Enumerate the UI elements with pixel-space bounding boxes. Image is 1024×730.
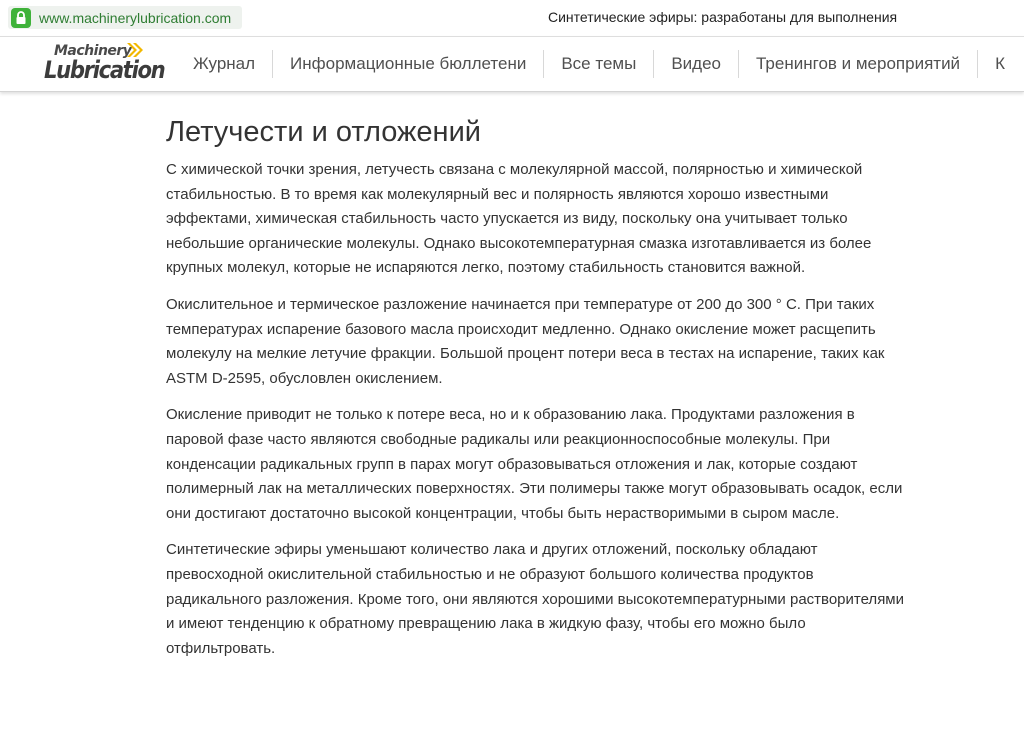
site-logo[interactable] [44, 41, 178, 87]
nav-item-video[interactable]: Видео [654, 50, 739, 78]
article-paragraph: Окислительное и термическое разложение начинается при температуре от 200 до 300 ° C. При таких температурах испарение базового масла происходит медленно. Однако окисление может расщепить молекулу на мелкие летучие фракции. Большой процент потери веса в тестах на испарение, таких как ASTM D-2595, обусловлен окислением. [166, 295, 885, 387]
address-bar[interactable] [8, 6, 242, 29]
nav-item-newsletters[interactable]: Информационные бюллетени [273, 50, 544, 78]
site-navigation [0, 36, 1024, 92]
nav-item-all-topics[interactable]: Все темы [544, 50, 654, 78]
section-heading: Летучести и отложений [166, 116, 481, 148]
document-title: Синтетические эфиры: разработаны для выполнения [548, 9, 898, 25]
article-paragraph: Синтетические эфиры уменьшают количество лака и других отложений, поскольку обладают превосходной окислительной стабильностью и не образуют большого количества продуктов радикального разложения. Кроме того, они являются хорошими высокотемпературными растворителями и имеют тенденцию к обратному превращению лака в жидкую фазу, чтобы его можно было отфильтровать. [166, 541, 905, 657]
logo-word-top: Machinery [54, 43, 132, 59]
nav-item-more[interactable]: К [995, 54, 1005, 73]
logo-word-bottom: Lubrication [44, 56, 165, 84]
article-paragraph: С химической точки зрения, летучесть связана с молекулярной массой, полярностью и химической стабильностью. В то время как молекулярный вес и полярность являются хорошо известными эффектами, химическая стабильность часто упускается из виду, поскольку она учитывает только небольшие органические молекулы. Однако высокотемпературная смазка изготавливается из более крупных молекул, которые не испаряются легко, поэтому стабильность становится важной. [166, 161, 872, 277]
nav-item-training-events[interactable]: Тренингов и мероприятий [739, 50, 978, 78]
url-text: www.machinerylubrication.com [39, 9, 232, 26]
browser-bar [0, 0, 1024, 36]
article-paragraph: Окисление приводит не только к потере веса, но и к образованию лака. Продуктами разложения в паровой фазе часто являются свободные радикалы или реакционноспособные молекулы. При конденсации радикальных групп в парах могут образовываться отложения и лак, которые создают полимерный лак на металлических поверхностях. Эти полимеры также могут образовывать осадок, если они достигают достаточно высокой концентрации, чтобы быть нерастворимыми в сыром масле. [166, 406, 903, 522]
lock-icon [11, 8, 31, 28]
nav-item-journal[interactable]: Журнал [176, 50, 273, 78]
nav-menu [176, 37, 1022, 91]
article-body [166, 112, 910, 673]
